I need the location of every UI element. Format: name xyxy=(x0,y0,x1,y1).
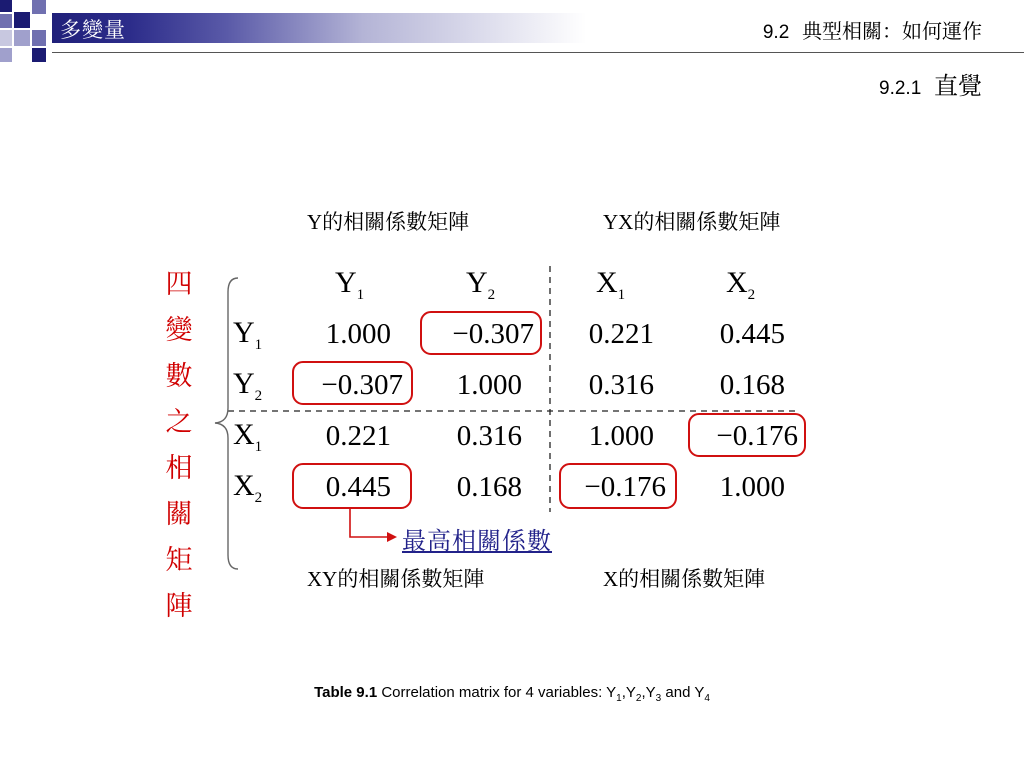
matrix-cell: 1.000 xyxy=(325,318,391,350)
side-label-char: 陣 xyxy=(165,591,193,622)
x-matrix-label: X的相關係數矩陣 xyxy=(603,567,766,591)
header-title: 多變量 xyxy=(60,18,126,42)
matrix-cell: 0.445 xyxy=(719,318,785,350)
matrix-cell: −0.307 xyxy=(452,318,534,350)
side-label-char: 數 xyxy=(165,361,193,392)
matrix-cell: −0.176 xyxy=(716,420,798,452)
matrix-cell: 0.221 xyxy=(325,420,391,452)
matrix-cell: 0.221 xyxy=(588,318,654,350)
side-label-char: 矩 xyxy=(165,545,193,576)
side-label-char: 關 xyxy=(165,499,193,530)
matrix-cell: −0.176 xyxy=(584,471,666,503)
matrix-cell: 0.168 xyxy=(456,471,522,503)
subsection-number: 9.2.1 xyxy=(879,78,922,99)
matrix-cell: 1.000 xyxy=(588,420,654,452)
section-title: 典型相關：如何運作 xyxy=(802,19,982,43)
column-header: $Y_1$ xyxy=(335,266,365,303)
column-header: $X_2$ xyxy=(726,266,756,303)
column-header: $X_1$ xyxy=(596,266,626,303)
xy-matrix-label: XY的相關係數矩陣 xyxy=(307,567,485,591)
subsection-title: 直覺 xyxy=(934,72,982,100)
matrix-cell: 0.168 xyxy=(719,369,785,401)
side-label-char: 之 xyxy=(165,407,193,438)
matrix-cell: −0.307 xyxy=(321,369,403,401)
matrix-cell: 1.000 xyxy=(456,369,522,401)
table-caption: Table 9.1 Correlation matrix for 4 variables: $Y_1,Y_2,Y_3$ and $Y_4$ xyxy=(314,684,710,704)
row-header: $Y_1$ xyxy=(233,316,263,353)
column-header: $Y_2$ xyxy=(466,266,496,303)
side-label xyxy=(163,262,195,630)
caption-bold: Table 9.1 xyxy=(314,684,378,701)
section-number: 9.2 xyxy=(762,22,790,43)
callout-arrow xyxy=(350,507,388,537)
callout-label: 最高相關係數 xyxy=(402,527,552,555)
row-header: $Y_2$ xyxy=(233,367,263,404)
row-header: $X_2$ xyxy=(233,469,263,506)
matrix-cell: 0.316 xyxy=(588,369,654,401)
matrix-cell: 0.445 xyxy=(325,471,391,503)
row-header: $X_1$ xyxy=(233,418,263,455)
y-matrix-label: Y的相關係數矩陣 xyxy=(307,210,470,234)
side-label-char: 變 xyxy=(165,315,193,346)
side-label-char: 相 xyxy=(165,453,193,484)
side-label-char: 四 xyxy=(165,269,193,300)
matrix-cell: 0.316 xyxy=(456,420,522,452)
left-brace xyxy=(215,278,238,569)
yx-matrix-label: YX的相關係數矩陣 xyxy=(603,210,781,234)
matrix-cell: 1.000 xyxy=(719,471,785,503)
callout-arrowhead xyxy=(387,532,397,542)
